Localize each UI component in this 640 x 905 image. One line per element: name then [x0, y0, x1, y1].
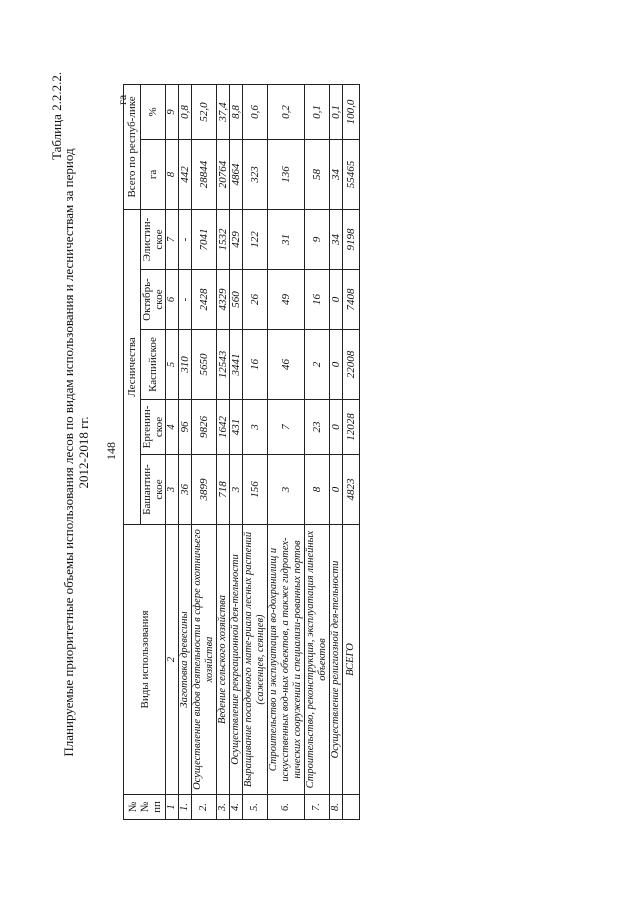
table-title	[61, 0, 91, 905]
header-forestry: Элистин-ское	[141, 209, 166, 269]
value-cell: 0	[330, 270, 343, 330]
value-cell: 96	[179, 400, 192, 455]
header-ga: га	[141, 139, 166, 209]
value-cell: 12543	[217, 330, 230, 400]
total-label: ВСЕГО	[343, 525, 360, 795]
value-cell: 310	[179, 330, 192, 400]
value-cell: 429	[230, 209, 243, 269]
value-cell: 9826	[192, 400, 217, 455]
usage-type: Ведение сельского хозяйства	[217, 525, 230, 795]
column-index: 5	[166, 330, 179, 400]
column-index: 6	[166, 270, 179, 330]
value-cell: 36	[179, 455, 192, 525]
usage-type: Осуществление видов деятельности в сфере охотничьего хозяйства	[192, 525, 217, 795]
row-number: 4.	[230, 795, 243, 820]
value-cell: -	[179, 209, 192, 269]
usage-type: Выращивание посадочного мате-риала лесных растений (саженцев, сеянцев)	[243, 525, 268, 795]
value-cell: 0,1	[305, 84, 330, 139]
table-row	[230, 84, 243, 819]
row-number: 5.	[243, 795, 268, 820]
table-row	[305, 84, 330, 819]
usage-type: Осуществление рекреационной дея-тельности	[230, 525, 243, 795]
page-number: 148	[104, 442, 118, 460]
value-cell: 718	[217, 455, 230, 525]
value-cell: 1642	[217, 400, 230, 455]
value-cell: 2428	[192, 270, 217, 330]
title-line-1: Планируемые приоритетные объемы использования лесов по видам использования и лесничествам за период	[61, 148, 76, 757]
value-cell: 442	[179, 139, 192, 209]
total-value: 55465	[343, 139, 360, 209]
value-cell: 52,0	[192, 84, 217, 139]
value-cell: 28844	[192, 139, 217, 209]
value-cell: 7	[268, 400, 305, 455]
value-cell: 3	[243, 400, 268, 455]
value-cell: 5650	[192, 330, 217, 400]
row-number: 7.	[305, 795, 330, 820]
total-value: 7408	[343, 270, 360, 330]
usage-type: Строительство и эксплуатация во-дохранилищ и искусственных вод-ных объектов, а также гидротех-нических сооружений и специализи-рованных портов	[268, 525, 305, 795]
value-cell: 34	[330, 139, 343, 209]
total-value: 22008	[343, 330, 360, 400]
value-cell: 0,6	[243, 84, 268, 139]
table-row	[330, 84, 343, 819]
value-cell: 3	[268, 455, 305, 525]
header-forestry: Ергенин-ское	[141, 400, 166, 455]
value-cell: 3	[230, 455, 243, 525]
value-cell: 46	[268, 330, 305, 400]
value-cell: 8,8	[230, 84, 243, 139]
column-index: 2	[166, 525, 179, 795]
value-cell: 122	[243, 209, 268, 269]
header-forestries: Лесничества	[124, 209, 141, 524]
value-cell: 0,8	[179, 84, 192, 139]
value-cell: 0	[330, 330, 343, 400]
column-index: 4	[166, 400, 179, 455]
value-cell: 156	[243, 455, 268, 525]
header-forestry: Октябрь-ское	[141, 270, 166, 330]
value-cell: 9	[305, 209, 330, 269]
value-cell: 0	[330, 400, 343, 455]
column-index: 9	[166, 84, 179, 139]
value-cell: 49	[268, 270, 305, 330]
usage-table	[123, 84, 360, 820]
table-row	[217, 84, 230, 819]
value-cell: 4864	[230, 139, 243, 209]
value-cell: 1532	[217, 209, 230, 269]
value-cell: 0,2	[268, 84, 305, 139]
table-row	[243, 84, 268, 819]
value-cell: 3899	[192, 455, 217, 525]
column-index-row	[166, 84, 179, 819]
value-cell: -	[179, 270, 192, 330]
total-num-cell	[343, 795, 360, 820]
header-total-republic: Всего по респуб-лике	[124, 84, 141, 209]
usage-type: Осуществление религиозной дея-тельности	[330, 525, 343, 795]
column-index: 8	[166, 139, 179, 209]
header-forestry: Каспийское	[141, 330, 166, 400]
value-cell: 34	[330, 209, 343, 269]
total-value: 9198	[343, 209, 360, 269]
total-value: 100,0	[343, 84, 360, 139]
value-cell: 58	[305, 139, 330, 209]
row-number: 1.	[179, 795, 192, 820]
value-cell: 23	[305, 400, 330, 455]
table-row	[192, 84, 217, 819]
column-index: 7	[166, 209, 179, 269]
header-use: Виды использования	[124, 525, 166, 795]
total-row	[343, 84, 360, 819]
header-num: №№ пп	[124, 795, 166, 820]
unit-label: га	[115, 94, 129, 105]
row-number: 2.	[192, 795, 217, 820]
column-index: 1	[166, 795, 179, 820]
table-number: Таблица 2.2.2.2.	[49, 71, 64, 160]
value-cell: 20764	[217, 139, 230, 209]
table-row	[179, 84, 192, 819]
value-cell: 323	[243, 139, 268, 209]
usage-type: Строительство, реконструкция, эксплуатация линейных объектов	[305, 525, 330, 795]
value-cell: 4329	[217, 270, 230, 330]
value-cell: 26	[243, 270, 268, 330]
value-cell: 560	[230, 270, 243, 330]
value-cell: 8	[305, 455, 330, 525]
value-cell: 2	[305, 330, 330, 400]
header-pct: %	[141, 84, 166, 139]
value-cell: 16	[243, 330, 268, 400]
header-forestry: Башантин-ское	[141, 455, 166, 525]
usage-type: Заготовка древесины	[179, 525, 192, 795]
value-cell: 3441	[230, 330, 243, 400]
table-row	[268, 84, 305, 819]
row-number: 8.	[330, 795, 343, 820]
value-cell: 0,1	[330, 84, 343, 139]
value-cell: 37,4	[217, 84, 230, 139]
value-cell: 136	[268, 139, 305, 209]
column-index: 3	[166, 455, 179, 525]
total-value: 12028	[343, 400, 360, 455]
value-cell: 7041	[192, 209, 217, 269]
value-cell: 431	[230, 400, 243, 455]
row-number: 6.	[268, 795, 305, 820]
value-cell: 0	[330, 455, 343, 525]
value-cell: 31	[268, 209, 305, 269]
title-line-2: 2012-2018 гг.	[76, 416, 91, 489]
row-number: 3.	[217, 795, 230, 820]
value-cell: 16	[305, 270, 330, 330]
total-value: 4823	[343, 455, 360, 525]
